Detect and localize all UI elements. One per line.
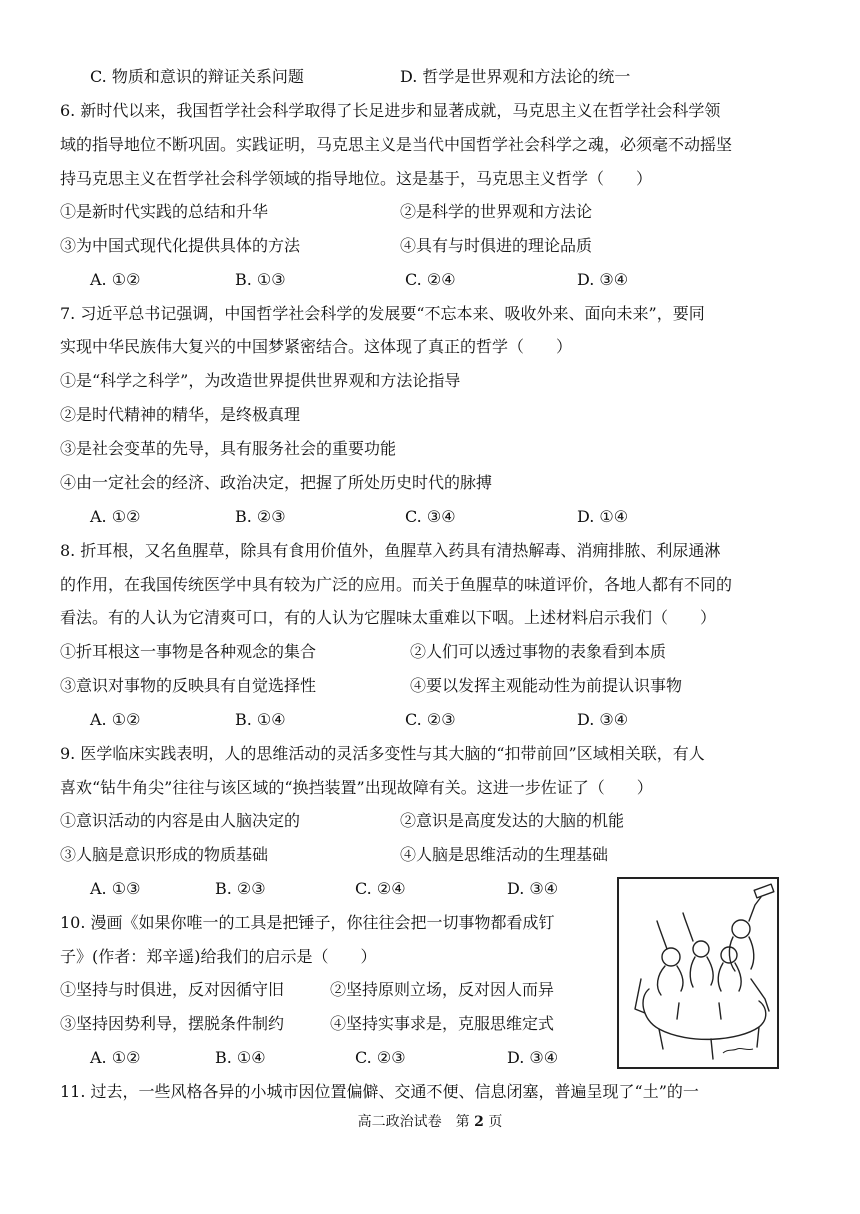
q9-option-d: D. ③④ <box>507 879 559 898</box>
q7-stem-line: 7. 习近平总书记强调，中国哲学社会科学的发展要“不忘本来、吸收外来、面向未来”，要同 <box>60 304 705 323</box>
q6-option-a: A. ①② <box>90 270 141 289</box>
q6-stem-line: 域的指导地位不断巩固。实践证明，马克思主义是当代中国哲学社会科学之魂，必须毫不动摇坚 <box>60 135 733 154</box>
q6-option-c: C. ②④ <box>405 270 456 289</box>
q9-option-b: B. ②③ <box>215 879 266 898</box>
q9-stem-line: 9. 医学临床实践表明，人的思维活动的灵活多变性与其大脑的“扣带前回”区域相关联，有人 <box>60 744 705 763</box>
q10-cartoon-image <box>617 877 779 1069</box>
q7-item-3: ③是社会变革的先导，具有服务社会的重要功能 <box>60 439 397 458</box>
q8-stem-line: 8. 折耳根，又名鱼腥草，除具有食用价值外，鱼腥草入药具有清热解毒、消痈排脓、利尿通淋 <box>60 541 721 560</box>
q10-item-1: ①坚持与时俱进，反对因循守旧 <box>60 980 285 999</box>
q5-option-d: D. 哲学是世界观和方法论的统一 <box>400 67 631 86</box>
q8-item-2: ②人们可以透过事物的表象看到本质 <box>410 642 667 661</box>
q7-item-4: ④由一定社会的经济、政治决定，把握了所处历史时代的脉搏 <box>60 473 493 492</box>
q10-option-b: B. ①④ <box>215 1048 266 1067</box>
footer-suffix: 页 <box>488 1114 503 1130</box>
q5-option-c: C. 物质和意识的辩证关系问题 <box>90 67 304 86</box>
q9-item-1: ①意识活动的内容是由人脑决定的 <box>60 811 301 830</box>
q6-stem-line: 6. 新时代以来，我国哲学社会科学取得了长足进步和显著成就，马克思主义在哲学社会科学领 <box>60 101 721 120</box>
q6-item-4: ④具有与时俱进的理论品质 <box>400 236 593 255</box>
q9-item-3: ③人脑是意识形成的物质基础 <box>60 845 269 864</box>
cartoon-drawing <box>619 879 777 1067</box>
q6-item-2: ②是科学的世界观和方法论 <box>400 202 593 221</box>
q8-stem-line: 看法。有的人认为它清爽可口，有的人认为它腥味太重难以下咽。上述材料启示我们（ ） <box>60 608 717 627</box>
q8-option-a: A. ①② <box>90 710 141 729</box>
q6-item-3: ③为中国式现代化提供具体的方法 <box>60 236 301 255</box>
q10-stem-line: 子》(作者：郑辛遥)给我们的启示是（ ） <box>60 947 377 966</box>
q9-stem-line: 喜欢“钻牛角尖”往往与该区域的“换挡装置”出现故障有关。这进一步佐证了（ ） <box>60 778 653 797</box>
q10-option-d: D. ③④ <box>507 1048 559 1067</box>
q8-item-4: ④要以发挥主观能动性为前提认识事物 <box>410 676 683 695</box>
footer-prefix: 高二政治试卷 第 <box>357 1114 470 1130</box>
q9-item-4: ④人脑是思维活动的生理基础 <box>400 845 609 864</box>
q11-stem-line: 11. 过去，一些风格各异的小城市因位置偏僻、交通不便、信息闭塞，普遍呈现了“土”的一 <box>60 1082 699 1101</box>
q10-option-a: A. ①② <box>90 1048 141 1067</box>
q10-option-c: C. ②③ <box>355 1048 406 1067</box>
q7-option-a: A. ①② <box>90 507 141 526</box>
q8-option-b: B. ①④ <box>235 710 286 729</box>
q9-item-2: ②意识是高度发达的大脑的机能 <box>400 811 625 830</box>
q10-item-4: ④坚持实事求是，克服思维定式 <box>330 1014 555 1033</box>
q8-stem-line: 的作用，在我国传统医学中具有较为广泛的应用。而关于鱼腥草的味道评价，各地人都有不同的 <box>60 575 733 594</box>
q7-item-2: ②是时代精神的精华，是终极真理 <box>60 405 301 424</box>
q7-item-1: ①是“科学之科学”，为改造世界提供世界观和方法论指导 <box>60 371 461 390</box>
q8-item-3: ③意识对事物的反映具有自觉选择性 <box>60 676 317 695</box>
q6-stem-line: 持马克思主义在哲学社会科学领域的指导地位。这是基于，马克思主义哲学（ ） <box>60 169 653 188</box>
q9-option-a: A. ①③ <box>90 879 141 898</box>
q7-stem-line: 实现中华民族伟大复兴的中国梦紧密结合。这体现了真正的哲学（ ） <box>60 337 573 356</box>
q7-option-d: D. ①④ <box>577 507 629 526</box>
q7-option-c: C. ③④ <box>405 507 456 526</box>
q8-item-1: ①折耳根这一事物是各种观念的集合 <box>60 642 317 661</box>
q8-option-d: D. ③④ <box>577 710 629 729</box>
q7-option-b: B. ②③ <box>235 507 286 526</box>
q10-item-3: ③坚持因势利导，摆脱条件制约 <box>60 1014 285 1033</box>
q10-stem-line: 10. 漫画《如果你唯一的工具是把锤子，你往往会把一切事物都看成钉 <box>60 913 555 932</box>
page-footer <box>0 1112 860 1132</box>
q6-item-1: ①是新时代实践的总结和升华 <box>60 202 269 221</box>
q6-option-d: D. ③④ <box>577 270 629 289</box>
q10-item-2: ②坚持原则立场，反对因人而异 <box>330 980 555 999</box>
q8-option-c: C. ②③ <box>405 710 456 729</box>
page-number: 2 <box>474 1114 484 1130</box>
q9-option-c: C. ②④ <box>355 879 406 898</box>
q6-option-b: B. ①③ <box>235 270 286 289</box>
